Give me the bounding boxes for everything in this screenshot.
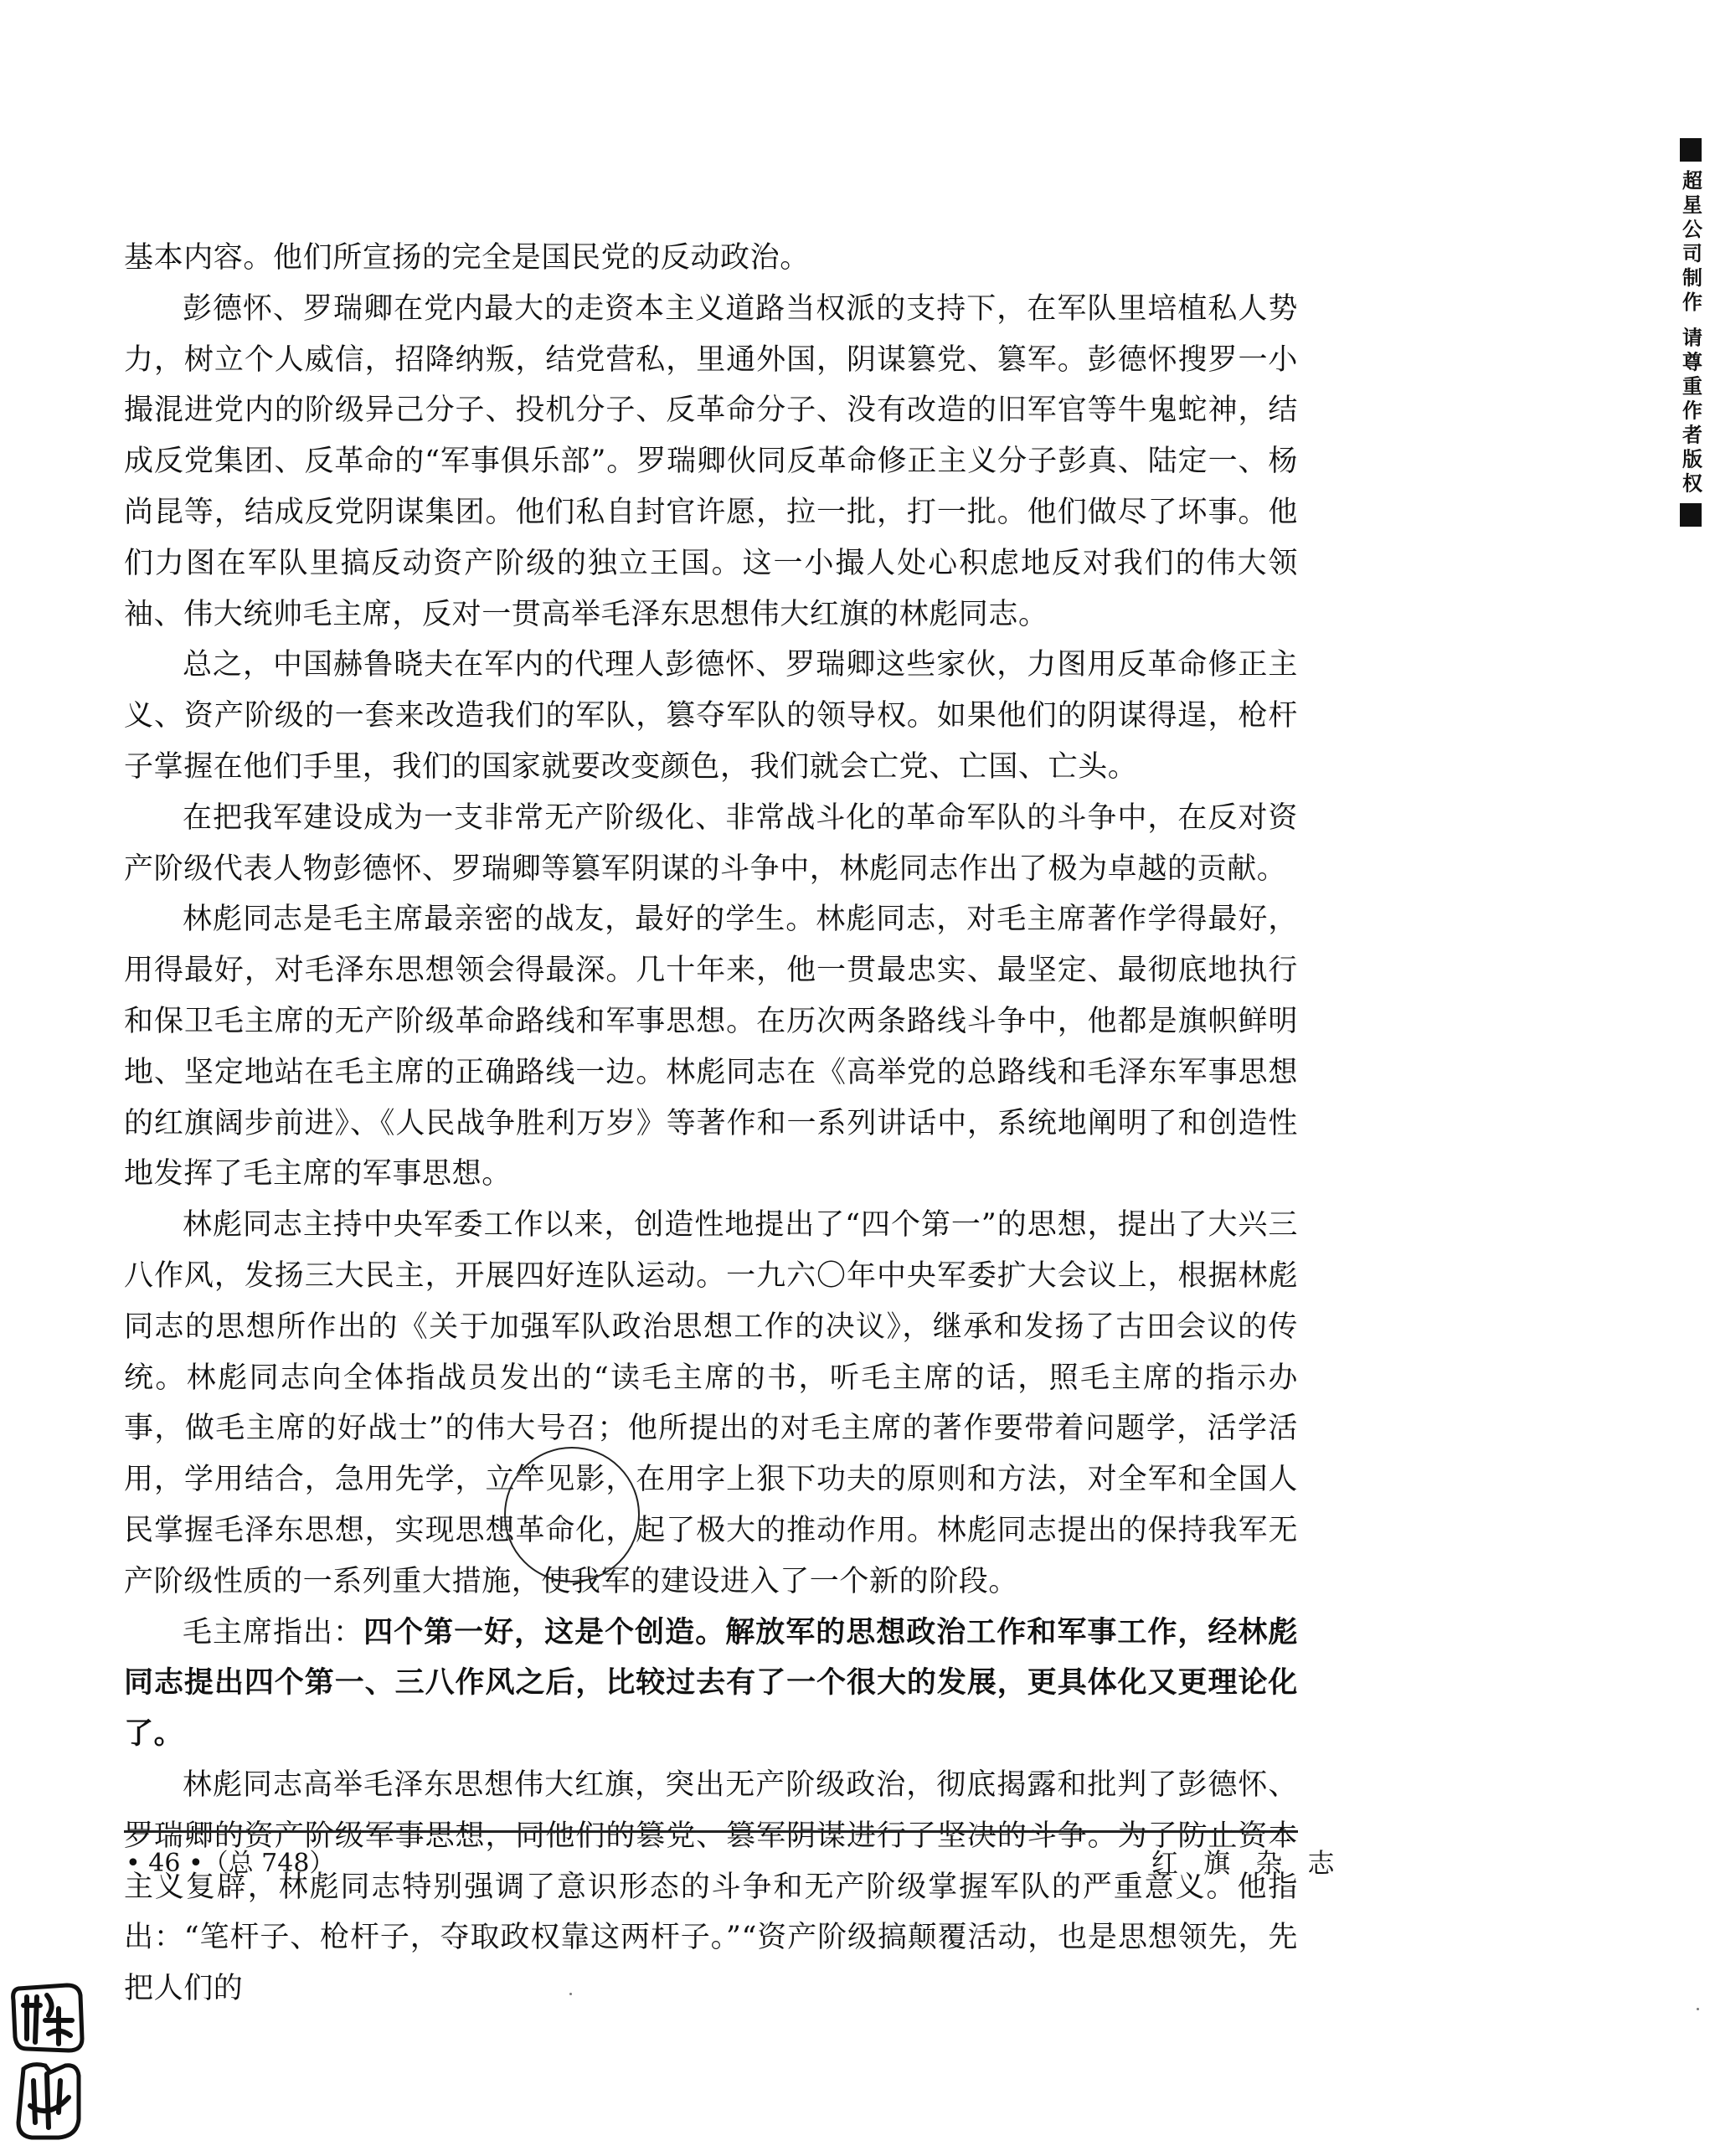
- handwritten-circle-mark: [504, 1447, 640, 1582]
- paragraph-2: 彭德怀、罗瑞卿在党内最大的走资本主义道路当权派的支持下，在军队里培植私人势力，树立个人威信，招降纳叛，结党营私，里通外国，阴谋篡党、篡军。彭德怀搜罗一小撮混进党内的阶级异己分子、投机分子、反革命分子、没有改造的旧军官等牛鬼蛇神，结成反党集团、反革命的“军事俱乐部”。罗瑞卿伙同反革命修正主义分子彭真、陆定一、杨尚昆等，结成反党阴谋集团。他们私自封官许愿，拉一批，打一批。他们做尽了坏事。他们力图在军队里搞反动资产阶级的独立王国。这一小撮人处心积虑地反对我们的伟大领袖、伟大统帅毛主席，反对一贯高举毛泽东思想伟大红旗的林彪同志。: [124, 291, 1298, 631]
- paragraph-6: 林彪同志主持中央军委工作以来，创造性地提出了“四个第一”的思想，提出了大兴三八作风，发扬三大民主，开展四好连队运动。一九六〇年中央军委扩大会议上，根据林彪同志的思想所作出的《关于加强军队政治思想工作的决议》，继承和发扬了古田会议的传统。林彪同志向全体指战员发出的“读毛主席的书，听毛主席的话，照毛主席的指示办事，做毛主席的好战士”的伟大号召；他所提出的对毛主席的著作要带着问题学，活学活用，学用结合，急用先学，立竿见影，在用字上狠下功夫的原则和方法，对全军和全国人民掌握毛泽东思想，实现思想革命化，起了极大的推动作用。林彪同志提出的保持我军无产阶级性质的一系列重大措施，使我军的建设进入了一个新的阶段。: [124, 1208, 1298, 1598]
- paragraph-8: 林彪同志高举毛泽东思想伟大红旗，突出无产阶级政治，彻底揭露和批判了彭德怀、罗瑞卿的资产阶级军事思想，同他们的篡党、篡军阴谋进行了坚决的斗争。为了防止资本主义复辟，林彪同志特别强调了意识形态的斗争和无产阶级掌握军队的严重意义。他指出：“笔杆子、枪杆子，夺取政权靠这两杆子。”“资产阶级搞颠覆活动，也是思想领先，先把人们的: [124, 1768, 1298, 2006]
- paragraph-4: 在把我军建设成为一支非常无产阶级化、非常战斗化的革命军队的斗争中，在反对资产阶级代表人物彭德怀、罗瑞卿等篡军阴谋的斗争中，林彪同志作出了极为卓越的贡献。: [124, 800, 1298, 886]
- page-number: • 46 •（总 748）: [126, 1849, 335, 1878]
- marker-bar-icon: [1680, 503, 1702, 527]
- seal-stamp: [7, 1972, 90, 2148]
- paragraph-3: 总之，中国赫鲁晓夫在军内的代理人彭德怀、罗瑞卿这些家伙，力图用反革命修正主义、资产阶级的一套来改造我们的军队，篡夺军队的领导权。如果他们的阴谋得逞，枪杆子掌握在他们手里，我们的国家就要改变颜色，我们就会亡党、亡国、亡头。: [124, 648, 1298, 784]
- paragraph-5: 林彪同志是毛主席最亲密的战友，最好的学生。林彪同志，对毛主席著作学得最好，用得最好，对毛泽东思想领会得最深。几十年来，他一贯最忠实、最坚定、最彻底地执行和保卫毛主席的无产阶级革命路线和军事思想。在历次两条路线斗争中，他都是旗帜鲜明地、坚定地站在毛主席的正确路线一边。林彪同志在《高举党的总路线和毛泽东军事思想的红旗阔步前进》、《人民战争胜利万岁》等著作和一系列讲话中，系统地阐明了和创造性地发挥了毛主席的军事思想。: [124, 903, 1298, 1191]
- copyright-text: 超星公司制作 请尊重作者版权: [1678, 170, 1702, 497]
- journal-name: 红 旗 杂 志: [1151, 1847, 1343, 1879]
- chairman-quote: 四个第一好，这是个创造。解放军的思想政治工作和军事工作，经林彪同志提出四个第一、三八作风之后，比较过去有了一个很大的发展，更具体化又更理论化了。: [124, 1614, 1298, 1752]
- scan-speck: [1697, 2008, 1699, 2010]
- paragraph-7: [124, 1608, 1298, 1760]
- marker-bar-icon: [1680, 138, 1702, 162]
- quote-lead: 毛主席指出：: [183, 1615, 364, 1649]
- copyright-side-notice: [1675, 138, 1707, 527]
- scan-speck: [569, 1993, 572, 1995]
- body-text: [124, 233, 1298, 2014]
- footer-rule: [124, 1830, 1298, 1833]
- paragraph-1: 基本内容。他们所宣扬的完全是国民党的反动政治。: [124, 241, 810, 275]
